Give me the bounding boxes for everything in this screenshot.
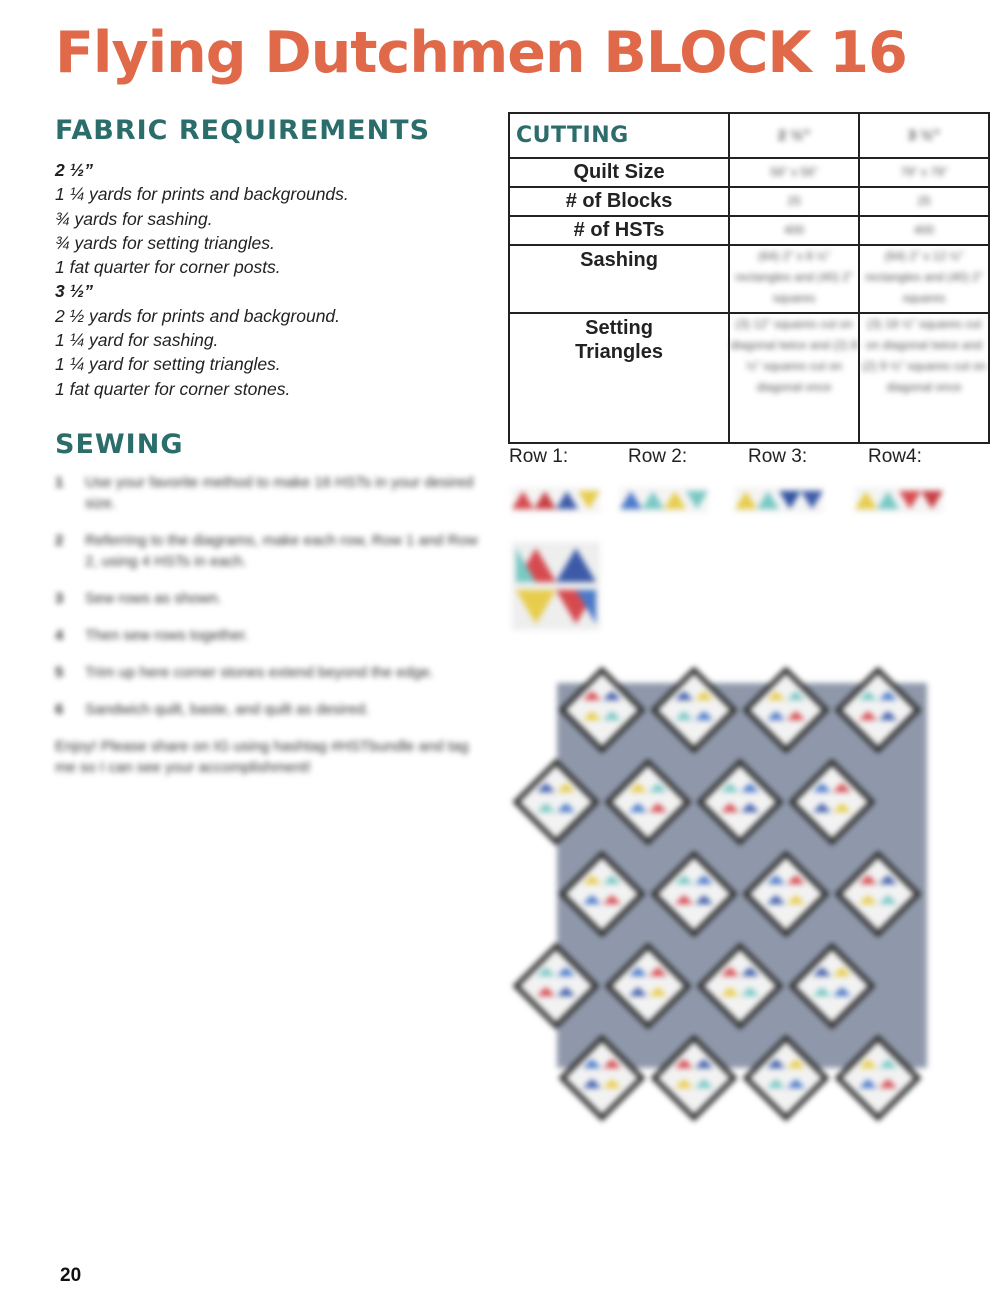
step-number: 4 [55,627,64,644]
step-text: Referring to the diagrams, make each row, Row 1 and Row 2, using 4 HSTs in each. [85,532,478,570]
fabric-item: 2 ½ yards for prints and background. [55,305,341,326]
page-title: Flying Dutchmen BLOCK 16 [55,20,907,86]
cell-value: 400 [859,216,989,245]
step-text: Then sew rows together. [85,627,249,644]
row-label-quilt-size: Quilt Size [509,158,729,187]
step-number: 5 [55,664,64,681]
column-header: 3 ½” [859,113,989,158]
row-label: Row4: [868,446,922,467]
row-label: Row 3: [748,446,808,467]
cell-value: (64) 2” x 8 ½” rectangles and (40) 2” squares [729,245,859,313]
row-label-hsts: # of HSTs [509,216,729,245]
row-label-sashing: Sashing [509,245,729,313]
step-number: 3 [55,590,64,607]
fabric-requirements-list [55,158,495,401]
cell-value: 400 [729,216,859,245]
sewing-step [55,625,490,646]
cell-value: 25 [859,187,989,216]
fabric-size-heading: 3 ½” [55,281,93,302]
fabric-item: 1 ¼ yard for sashing. [55,330,219,351]
sewing-step [55,472,490,514]
row-label-blocks: # of Blocks [509,187,729,216]
row-labels [509,446,969,472]
block-diagram [512,542,600,630]
step-number: 2 [55,532,64,549]
step-text: Sandwich quilt, baste, and quilt as desired. [85,701,370,718]
cell-value: (3) 12” squares cut on diagonal twice and (2) 8 ½” squares cut on diagonal once [729,313,859,443]
quilt-layout-diagram [510,655,965,1140]
row-4-diagram [855,487,943,513]
column-header: 2 ½” [729,113,859,158]
cell-value: 56” x 56” [729,158,859,187]
fabric-item: 1 fat quarter for corner stones. [55,378,291,399]
cutting-table [508,112,990,444]
cell-value: 79” x 79” [859,158,989,187]
fabric-size-heading: 2 ½” [55,160,93,180]
sewing-step [55,699,490,720]
row-2-diagram [620,487,708,513]
cutting-heading: CUTTING [509,113,729,158]
sewing-step [55,530,490,572]
closing-note: Enjoy! Please share on IG using hashtag #HSTbundle and tag me so I can see your accomplishment! [55,738,469,776]
step-number: 6 [55,701,64,718]
step-number: 1 [55,474,64,491]
fabric-item: 1 ¼ yard for setting triangles. [55,354,281,375]
cell-value: (64) 2” x 12 ½” rectangles and (40) 2” squares [859,245,989,313]
row-label: Row 1: [509,446,569,467]
step-text: Trim up here corner stones extend beyond the edge. [85,664,434,681]
row-1-diagram [512,487,600,513]
sewing-steps [55,472,490,778]
row-label-setting-triangles: Setting Triangles [509,313,729,443]
fabric-item: 1 fat quarter for corner posts. [55,257,281,278]
cell-value: 25 [729,187,859,216]
row-3-diagram [735,487,823,513]
sewing-heading: SEWING [55,429,184,460]
page-number: 20 [60,1265,82,1286]
sewing-step [55,588,490,609]
fabric-item: ¾ yards for sashing. [55,208,213,229]
sewing-step [55,662,490,683]
fabric-item: ¾ yards for setting triangles. [55,232,275,253]
row-label: Row 2: [628,446,688,467]
fabric-requirements-heading: FABRIC REQUIREMENTS [55,115,431,146]
fabric-item: 1 ¼ yards for prints and backgrounds. [55,184,349,205]
cell-value: (3) 18 ½” squares cut on diagonal twice and (2) 9 ½” squares cut on diagonal once [859,313,989,443]
step-text: Use your favorite method to make 16 HSTs in your desired size. [85,474,474,512]
step-text: Sew rows as shown. [85,590,222,607]
